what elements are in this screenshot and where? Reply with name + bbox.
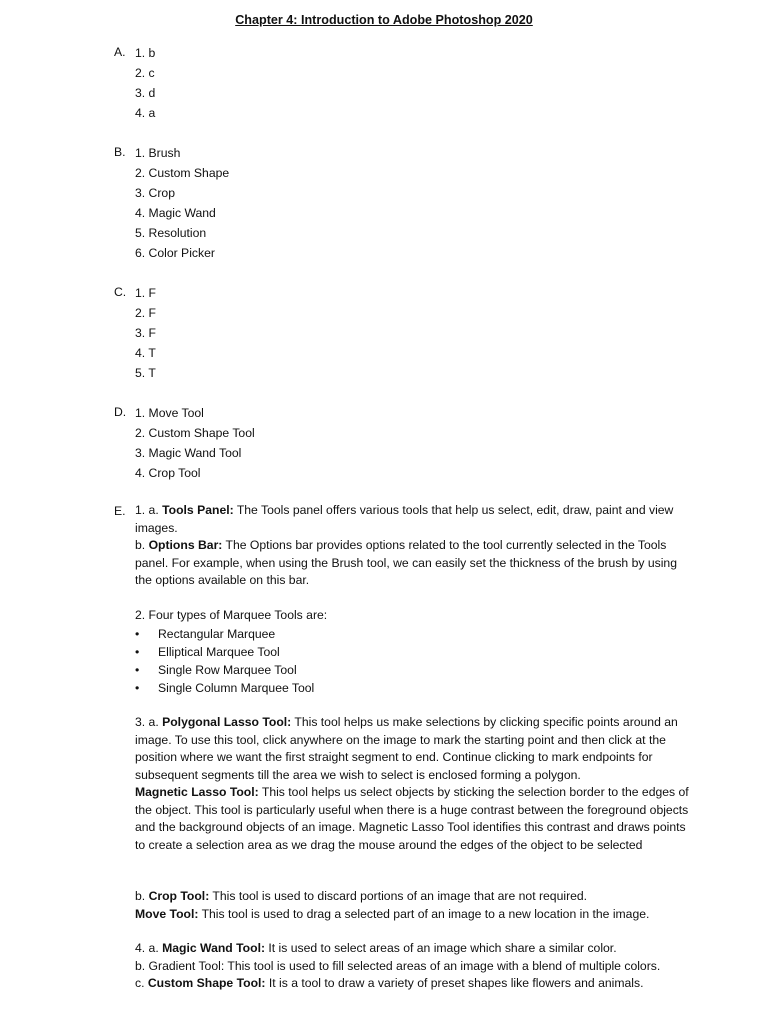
list-item: 2. Custom Shape Tool — [135, 426, 255, 440]
term: Custom Shape Tool: — [147, 976, 266, 990]
section-letter: A. — [114, 45, 126, 59]
term: Crop Tool: — [148, 889, 210, 903]
bullet-list — [135, 625, 695, 697]
list-item: 6. Color Picker — [135, 246, 215, 260]
list-item: 3. d — [135, 86, 156, 100]
term: Magic Wand Tool: — [162, 941, 266, 955]
bullet-item: • Single Column Marquee Tool — [135, 680, 315, 695]
answer-2 — [135, 607, 695, 697]
list-item: 5. T — [135, 366, 156, 380]
bullet-item: • Elliptical Marquee Tool — [135, 644, 280, 659]
answer-3a2-text: Magnetic Lasso Tool: This tool helps us select objects by sticking the selection border to the edges of the object. This tool is particularly useful when there is a huge contrast between the foreground objects and the background objects of an image. Magnetic Lasso Tool identifies this contrast and draws points to create a selection area as we drag the mouse around the edges of the object to be selected — [135, 785, 689, 852]
section-letter: B. — [114, 145, 126, 159]
answer-3b — [135, 888, 695, 923]
answer-4b-text: b. Gradient Tool: This tool is used to fill selected areas of an image with a blend of multiple colors. — [135, 958, 661, 973]
list-item: 1. F — [135, 286, 156, 300]
list-item: 1. b — [135, 46, 156, 60]
term: Tools Panel: — [162, 503, 234, 517]
answer-list — [135, 283, 156, 383]
list-item: 1. Brush — [135, 146, 181, 160]
bullet-item: • Single Row Marquee Tool — [135, 662, 297, 677]
bullet-item: • Rectangular Marquee — [135, 626, 276, 641]
answer-1b: b. Options Bar: The Options bar provides options related to the tool currently selected in the Tools panel. For example, when using the Brush tool, we can easily set the thickness of the brush by using the options available on this bar. — [135, 538, 677, 587]
bullet-icon: • — [135, 644, 140, 659]
answer-3b2-text: Move Tool: This tool is used to drag a selected part of an image to a new location in the image. — [135, 906, 650, 921]
answer-list — [135, 403, 255, 483]
bullet-icon: • — [135, 662, 140, 677]
list-item: 3. F — [135, 326, 156, 340]
list-item: 4. a — [135, 106, 156, 120]
list-item: 1. Move Tool — [135, 406, 204, 420]
term: Options Bar: — [148, 538, 223, 552]
term: Move Tool: — [135, 906, 199, 921]
list-item: 4. T — [135, 346, 156, 360]
list-item: 3. Crop — [135, 186, 175, 200]
answer-list — [135, 43, 155, 123]
answer-2-intro: 2. Four types of Marquee Tools are: — [135, 608, 328, 622]
list-item: 2. F — [135, 306, 156, 320]
section-letter: D. — [114, 405, 127, 419]
answer-3b-text: b. Crop Tool: This tool is used to discard portions of an image that are not required. — [135, 889, 588, 903]
section-letter: C. — [114, 285, 127, 299]
term: Polygonal Lasso Tool: — [162, 715, 292, 729]
bullet-icon: • — [135, 626, 140, 641]
answer-3a — [135, 714, 695, 854]
bullet-icon: • — [135, 680, 140, 695]
list-item: 5. Resolution — [135, 226, 207, 240]
answer-1 — [135, 502, 695, 590]
list-item: 3. Magic Wand Tool — [135, 446, 242, 460]
term: Magnetic Lasso Tool: — [135, 785, 259, 799]
list-item: 2. c — [135, 66, 155, 80]
answer-4a-text: 4. a. Magic Wand Tool: It is used to select areas of an image which share a similar color. — [135, 941, 617, 955]
list-item: 4. Crop Tool — [135, 466, 201, 480]
list-item: 4. Magic Wand — [135, 206, 216, 220]
answer-4 — [135, 940, 695, 993]
section-letter: E. — [114, 504, 126, 518]
page-title: Chapter 4: Introduction to Adobe Photoshop 2020 — [235, 13, 533, 27]
list-item: 2. Custom Shape — [135, 166, 230, 180]
answer-4c-text: c. Custom Shape Tool: It is a tool to draw a variety of preset shapes like flowers and animals. — [135, 976, 644, 990]
answer-3a-text: 3. a. Polygonal Lasso Tool: This tool helps us make selections by clicking specific points around an image. To use this tool, click anywhere on the image to mark the starting point and then click at the position where we want the first straight segment to end. Continue clicking to mark endpoints for subsequent segments till the area we wish to select is enclosed forming a polygon. — [135, 715, 678, 782]
answer-1a: 1. a. Tools Panel: The Tools panel offers various tools that help us select, edit, draw, paint and view images. — [135, 503, 674, 535]
answer-list — [135, 143, 229, 263]
